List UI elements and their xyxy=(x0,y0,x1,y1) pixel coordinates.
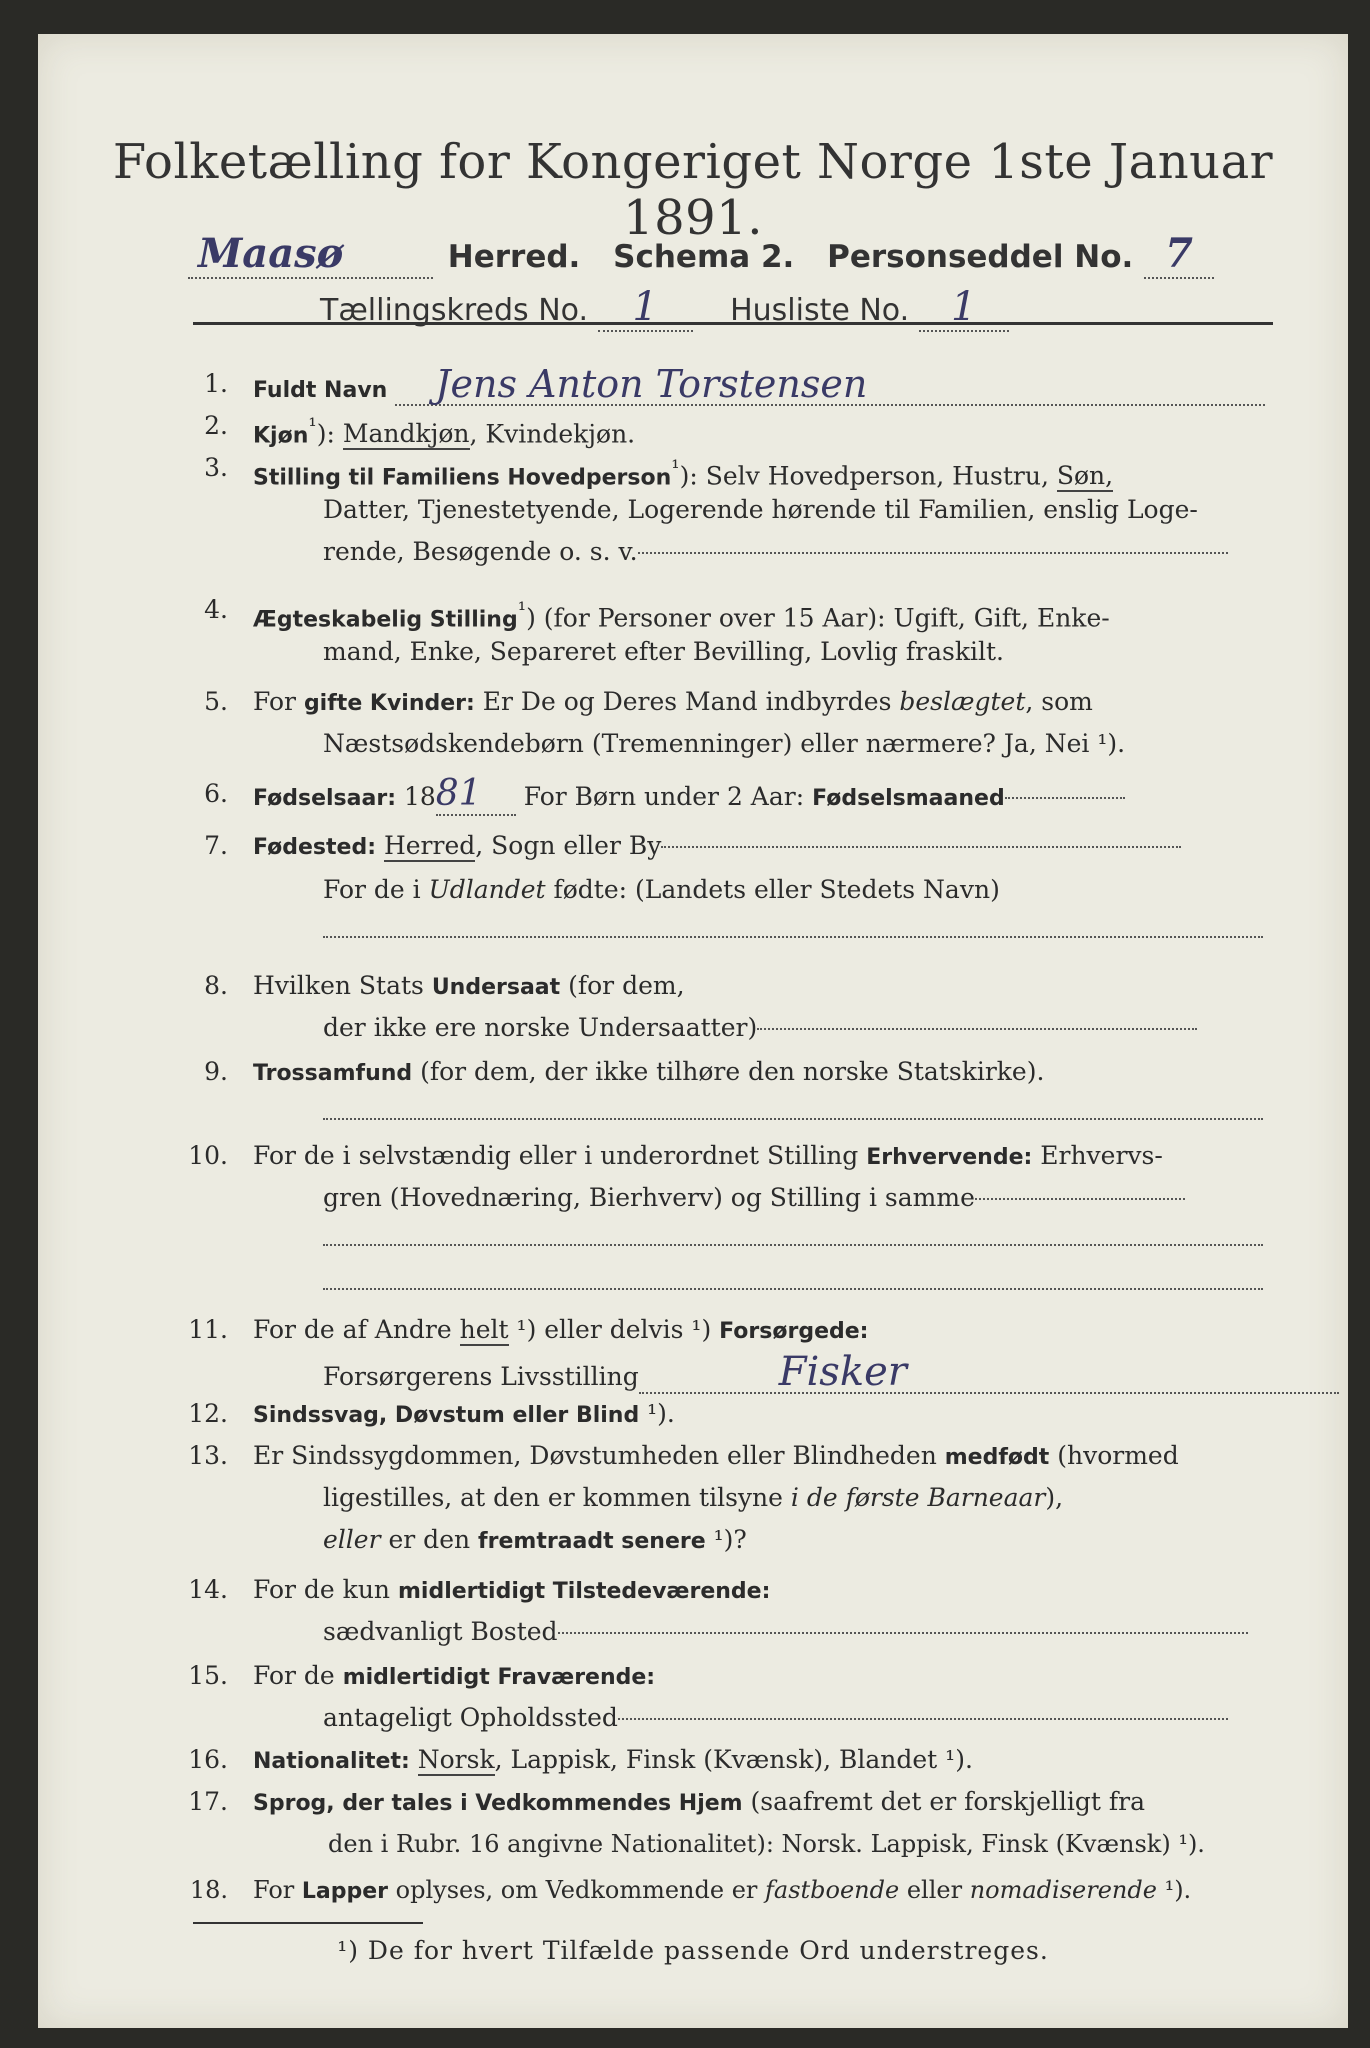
item-number: 12. xyxy=(188,1399,228,1428)
item-text: rende, Besøgende o. s. v. xyxy=(323,537,638,566)
herred-value: Maasø xyxy=(188,230,433,279)
item-label: Kjøn xyxy=(253,423,309,449)
item-label: Nationalitet: xyxy=(253,1749,410,1774)
item-number: 5. xyxy=(204,687,228,716)
personseddel-label: Personseddel No. xyxy=(827,239,1134,275)
footnote-mark: ¹ xyxy=(517,598,527,622)
husliste-label: Husliste No. xyxy=(730,293,910,328)
item-text: ): xyxy=(316,419,343,449)
item-number: 15. xyxy=(188,1661,228,1690)
item-text: ): Selv Hovedperson, Hustru, xyxy=(679,461,1057,491)
selected-option: Søn, xyxy=(1056,461,1114,491)
herred-row xyxy=(188,230,1214,279)
full-name-value: Jens Anton Torstensen xyxy=(395,364,1265,406)
item-label: gifte Kvinder: xyxy=(303,691,475,716)
item-label: Stilling til Familiens Hovedperson xyxy=(253,465,672,491)
personseddel-value: 7 xyxy=(1144,230,1214,279)
item-number: 17. xyxy=(188,1787,228,1816)
item-number: 2. xyxy=(204,411,228,440)
item-label: Fuldt Navn xyxy=(253,378,388,403)
item-label: midlertidigt Tilstedeværende: xyxy=(397,1579,771,1604)
item-label: Erhvervende: xyxy=(866,1145,1033,1170)
item-number: 14. xyxy=(188,1575,228,1604)
selected-option: Mandkjøn xyxy=(342,419,470,449)
item-number: 10. xyxy=(188,1141,228,1170)
item-label: Fødested: xyxy=(253,835,376,860)
item-number: 7. xyxy=(204,831,228,860)
footnote-mark: ¹ xyxy=(671,456,680,480)
item-number: 11. xyxy=(188,1315,228,1344)
item-label: Undersaat xyxy=(431,975,561,1000)
footnote-rule xyxy=(193,1922,423,1924)
header-rule xyxy=(193,322,1273,325)
selected-option: Herred xyxy=(383,831,476,860)
item-number: 4. xyxy=(204,595,228,624)
item-text: Næstsødskendebørn (Tremenninger) eller nærmere? Ja, Nei ¹). xyxy=(323,729,1126,758)
footnote: ¹) De for hvert Tilfælde passende Ord understreges. xyxy=(337,1936,1049,1965)
footnote-mark: ¹ xyxy=(308,414,317,438)
item-number: 8. xyxy=(204,971,228,1000)
selected-option: Norsk xyxy=(417,1745,495,1774)
census-form: Folketælling for Kongeriget Norge 1ste Januar 1891. Maasø Herred. Schema 2. Personseddel No. 7 Tællingskreds No. 1 Husliste No. 1 1. Fuldt Navn Jens Anton Torstensen 2. Kjøn$^{^1}$): Mandkjøn, Kvindekjøn. 3. Stilling til Familiens Hovedperson$^{^1}$): Selv Hovedperson, Hustru, Søn, Datter, Tjenestetyende, Logerende hørende til Familien, enslig Loge- rende, Besøgende o. s. v. 4. Ægteskabelig Stilling$^{^1}$) (for Personer over 15 Aar): Ugift, Gift, Enke- mand, Enke, Separeret efter Bevilling, Lovlig fraskilt. 5. For gifte Kvinder: Er De og Deres Mand indbyrdes beslægtet, som Næstsødskendebørn (Tremenninger) eller nærmere? Ja, Nei ¹). 6. Fødselsaar: 1881 For Børn under 2 Aar: Fødselsmaaned 7. Fødested: Herred, Sogn eller By For de i Udlandet fødte: (Landets eller Stedets Navn) 8. Hvilken Stats Undersaat (for dem, der ikke ere norske Undersaatter) 9. Trossamfund (for dem, der ikke tilhøre den norske Statskirke). 10. For de i selvstændig eller i underordnet Stilling Erhvervende: Erhvervs- gren (Hovednæring, Bierhverv) og Stilling i samme 11. For de af Andre helt ¹) eller delvis ¹) Forsørgede: Forsørgerens Livsstilling Fisker 12. Sindssvag, Døvstum eller Blind ¹). 13. Er Sindssygdommen, Døvstumheden eller Blindheden medfødt (hvormed ligestilles, at den er kommen tilsyne i de første Barneaar), eller er den fremtraadt senere ¹)? 14. For de kun midlertidigt Tilstedeværende: sædvanligt Bosted 15. For de midlertidigt Fraværende: antageligt Opholdssted 16. Nationalitet: Norsk, Lappisk, Finsk (Kvænsk), Blandet ¹). 17. Sprog, der tales i Vedkommendes Hjem (saafremt det er forskjelligt fra den i Rubr. 16 angivne Nationalitet): Norsk. Lappisk, Finsk (Kvænsk) ¹). 18. For Lapper oplyses, om Vedkommende er fastboende eller nomadiserende ¹). ¹) De for hvert Tilfælde passende Ord understreges. xyxy=(38,34,1348,2028)
item-label: Sindssvag, Døvstum eller Blind xyxy=(253,1403,640,1428)
item-number: 16. xyxy=(188,1745,228,1774)
item-number: 18. xyxy=(189,1876,228,1904)
item-label: Trossamfund xyxy=(253,1061,413,1086)
item-text: mand, Enke, Separeret efter Bevilling, Lovlig fraskilt. xyxy=(323,637,1004,666)
item-label: Fødselsaar: xyxy=(253,786,396,811)
herred-label: Herred. xyxy=(447,239,581,275)
item-number: 6. xyxy=(204,779,228,808)
item-label: Lapper xyxy=(301,1879,389,1904)
item-label: Forsørgede: xyxy=(719,1319,869,1344)
item-label: midlertidigt Fraværende: xyxy=(342,1665,656,1690)
item-text: ) (for Personer over 15 Aar): Ugift, Gift, Enke- xyxy=(526,603,1110,633)
selected-option: helt xyxy=(459,1315,509,1344)
schema-label: Schema 2. xyxy=(613,239,795,275)
item-text: Datter, Tjenestetyende, Logerende hørende til Familien, enslig Loge- xyxy=(323,495,1198,524)
item-number: 13. xyxy=(188,1441,228,1470)
item-text: , Kvindekjøn. xyxy=(469,419,636,449)
birth-year-value: 81 xyxy=(436,774,516,816)
item-number: 3. xyxy=(204,453,228,482)
item-label: Ægteskabelig Stilling xyxy=(253,607,518,633)
item-number: 9. xyxy=(204,1057,228,1086)
kreds-label: Tællingskreds No. xyxy=(320,293,588,328)
kreds-value: 1 xyxy=(598,284,693,332)
item-label: Sprog, der tales i Vedkommendes Hjem xyxy=(253,1791,743,1816)
form-title: Folketælling for Kongeriget Norge 1ste Januar 1891. xyxy=(112,134,1274,246)
provider-occupation-value: Fisker xyxy=(639,1352,1339,1394)
husliste-value: 1 xyxy=(919,284,1009,332)
item-number: 1. xyxy=(204,369,228,398)
item-label: medfødt xyxy=(944,1445,1050,1470)
